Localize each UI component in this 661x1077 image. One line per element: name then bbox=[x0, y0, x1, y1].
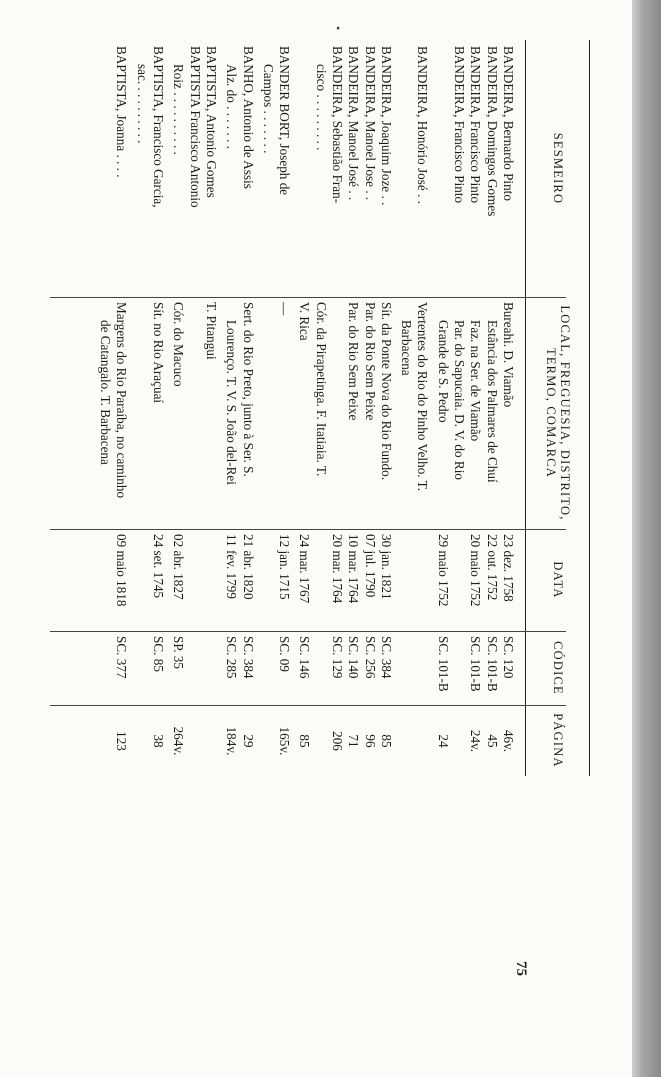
codice-line bbox=[186, 636, 202, 704]
pagina-line: 206 bbox=[330, 731, 346, 751]
local-line bbox=[329, 302, 345, 528]
local-line: — bbox=[277, 302, 293, 316]
codice-line: SC. 377 bbox=[114, 636, 130, 679]
data-line: 20 maio 1752 bbox=[468, 534, 484, 607]
local-line: T. Pitangui bbox=[203, 302, 219, 360]
cell-codice bbox=[170, 636, 219, 704]
header-local-line2: TERMO, COMARCA bbox=[544, 347, 558, 478]
cell-local bbox=[170, 302, 219, 528]
cell-sesmeiro bbox=[260, 46, 293, 296]
local-line: V. Rica bbox=[297, 302, 313, 341]
local-line bbox=[186, 302, 202, 528]
sesmeiro-line: Alz. do . . . . . . . bbox=[224, 64, 240, 149]
codice-line bbox=[312, 636, 328, 704]
cell-local bbox=[398, 302, 431, 528]
cell-sesmeiro bbox=[312, 46, 393, 296]
pagina-line: 85 bbox=[297, 734, 313, 748]
sesmeiro-line: BANDEIRA, Francisco Pinto bbox=[452, 46, 468, 204]
cell-data bbox=[113, 534, 129, 630]
codice-line: SC. 101-B bbox=[468, 636, 484, 692]
pagina-line: 165v. bbox=[277, 726, 293, 756]
codice-line: SC. 285 bbox=[224, 636, 240, 679]
data-line bbox=[203, 534, 219, 630]
pagina-line: 71 bbox=[346, 734, 362, 748]
table-row bbox=[166, 40, 219, 776]
cell-pagina bbox=[296, 710, 394, 772]
cell-data bbox=[296, 534, 394, 630]
sesmeiro-line: BANDER BORT, Joseph de bbox=[277, 46, 293, 196]
local-line: de Catangalo. T. Barbacena bbox=[98, 320, 114, 465]
sesmeiro-line: BAPTISTA, Antonio Gomes bbox=[203, 46, 219, 198]
cell-sesmeiro bbox=[451, 46, 516, 296]
data-line: 29 maio 1752 bbox=[435, 534, 451, 607]
data-line: 02 abr. 1827 bbox=[171, 534, 187, 600]
local-line: Sít. da Ponte Nova do Rio Fundo. bbox=[378, 302, 394, 481]
table-row bbox=[394, 40, 431, 776]
data-line: 30 jan. 1821 bbox=[378, 534, 394, 600]
codice-line: SC. 101-B bbox=[484, 636, 500, 692]
sesmeiro-line: Roiz . . . . . . . . . . bbox=[171, 64, 187, 155]
sesmeiro-line: BANDEIRA, Bernardo Pinto bbox=[501, 46, 516, 201]
pagina-line: 24 bbox=[435, 734, 451, 748]
codice-line: SP. 35 bbox=[171, 636, 187, 669]
pagina-line: 29 bbox=[240, 734, 256, 748]
data-line: 21 abr. 1820 bbox=[240, 534, 256, 600]
sesmeiro-line: BAPTISTA, Joanna . . . . bbox=[114, 46, 130, 178]
header-local-line1: LOCAL, FREGUESIA, DISTRITO, bbox=[558, 305, 572, 521]
page-number: 75 bbox=[513, 961, 529, 976]
cell-pagina bbox=[150, 710, 166, 772]
pagina-line bbox=[203, 710, 219, 772]
table-row bbox=[292, 26, 394, 776]
sesmarias-table bbox=[50, 26, 590, 776]
data-line: 11 fev. 1799 bbox=[224, 534, 240, 599]
pagina-line: 123 bbox=[114, 731, 130, 751]
cell-pagina bbox=[170, 710, 219, 772]
cell-codice bbox=[296, 636, 394, 704]
table-body bbox=[93, 26, 516, 776]
pagina-line: 85 bbox=[378, 734, 394, 748]
cell-data bbox=[435, 534, 516, 630]
codice-line: SC. 85 bbox=[151, 636, 167, 672]
local-line: Grande de S. Pedro bbox=[435, 320, 451, 423]
header-data: DATA bbox=[551, 561, 565, 599]
codice-line bbox=[203, 636, 219, 704]
cell-data bbox=[223, 534, 256, 630]
table-row bbox=[431, 40, 517, 776]
sesmeiro-line: BANDEIRA, Sebastião Fran- bbox=[330, 46, 346, 204]
cell-sesmeiro bbox=[223, 46, 256, 296]
cell-local bbox=[276, 302, 292, 528]
codice-line bbox=[451, 636, 467, 704]
local-line: Vertentes do Rio do Pinho Velho. T. bbox=[415, 302, 431, 492]
pagina-line: 46v. bbox=[501, 729, 516, 753]
cell-pagina bbox=[113, 710, 129, 772]
data-line: 23 dez. 1758 bbox=[501, 534, 516, 602]
sesmeiro-line: cisco . . . . . . . . . bbox=[313, 64, 329, 151]
sesmeiro-line: BANDEIRA, Joaquim Joze . . bbox=[378, 46, 394, 206]
sesmeiro-line: BAPTISTA Francisco Antonio bbox=[187, 46, 203, 208]
codice-line: SC. 140 bbox=[346, 636, 362, 679]
local-line: Par. do Sapucaia. D. V. do Rio bbox=[452, 320, 468, 480]
data-line: 10 mar. 1764 bbox=[346, 534, 362, 604]
codice-line: SC. 256 bbox=[362, 636, 378, 679]
local-line: Par. do Rio Sem Peixe bbox=[346, 302, 362, 421]
cell-sesmeiro bbox=[170, 46, 219, 296]
codice-line: SC. 384 bbox=[378, 636, 394, 679]
data-line: 07 jul. 1790 bbox=[362, 534, 378, 598]
data-line: 20 mar. 1764 bbox=[330, 534, 346, 604]
pagina-line: 45 bbox=[484, 734, 500, 748]
cell-local bbox=[296, 302, 394, 528]
header-sesmeiro: SESMEIRO bbox=[551, 132, 565, 205]
pagina-line bbox=[451, 710, 467, 772]
cell-local bbox=[223, 302, 256, 528]
cell-codice bbox=[435, 636, 516, 704]
codice-line: SC. 129 bbox=[330, 636, 346, 679]
cell-codice bbox=[223, 636, 256, 704]
sesmeiro-line: BAPTISTA, Francisco Garcia, bbox=[151, 46, 167, 208]
table-row bbox=[256, 40, 293, 776]
local-line: Par. do Rio Sem Peixe bbox=[362, 302, 378, 421]
data-line bbox=[312, 534, 328, 630]
sesmeiro-line: Campos . . . . . . . bbox=[260, 64, 276, 154]
codice-line: SC. 146 bbox=[297, 636, 313, 679]
codice-line: SC. 120 bbox=[501, 636, 516, 679]
pagina-line bbox=[186, 710, 202, 772]
header-local bbox=[526, 297, 590, 529]
pagina-line: 38 bbox=[151, 734, 167, 748]
cell-pagina bbox=[223, 710, 256, 772]
cell-data bbox=[170, 534, 219, 630]
table-row bbox=[129, 40, 166, 776]
table-row bbox=[219, 40, 256, 776]
local-line: Sert. do Rio Preto, junto à Ser. S. bbox=[240, 302, 256, 477]
codice-line: SC. 09 bbox=[277, 636, 293, 672]
codice-line: SC. 384 bbox=[240, 636, 256, 679]
data-line bbox=[186, 534, 202, 630]
local-line: Faz. na Ser. de Viamão bbox=[468, 320, 484, 442]
cell-local bbox=[435, 302, 516, 528]
local-line: Sít. no Rio Araçuaí bbox=[151, 302, 167, 404]
local-line: Cór. do Macuco bbox=[171, 302, 187, 387]
sesmeiro-line: BANDEIRA, Manoel José . . bbox=[346, 46, 362, 201]
data-line: 24 mar. 1767 bbox=[297, 534, 313, 604]
cell-sesmeiro bbox=[113, 46, 129, 296]
sesmeiro-line: BANDEIRA, Honório José . . bbox=[415, 46, 431, 204]
header-pagina: PÁGINA bbox=[551, 713, 565, 768]
sesmeiro-line: BANDEIRA, Domingos Gomes bbox=[484, 46, 500, 217]
cell-codice bbox=[276, 636, 292, 704]
cell-pagina bbox=[435, 710, 516, 772]
bullet-mark: • bbox=[331, 26, 346, 31]
data-line: 12 jan. 1715 bbox=[277, 534, 293, 600]
local-line: Lourenço. T. V. S. João del-Rei bbox=[224, 320, 240, 485]
codice-line: SC. 101-B bbox=[435, 636, 451, 692]
cell-pagina bbox=[276, 710, 292, 772]
pagina-line: 184v. bbox=[224, 726, 240, 756]
data-line bbox=[451, 534, 467, 630]
data-line: 09 maio 1818 bbox=[114, 534, 130, 607]
pagina-line: 96 bbox=[362, 734, 378, 748]
data-line: 22 out. 1752 bbox=[484, 534, 500, 601]
local-line: Cór. da Pirapetinga. F. Itatiaia. T. bbox=[313, 302, 329, 477]
sesmeiro-line: BANDEIRA, Manoel Jose . . bbox=[362, 46, 378, 201]
pagina-line bbox=[312, 710, 328, 772]
cell-data bbox=[276, 534, 292, 630]
cell-codice bbox=[113, 636, 129, 704]
cell-sesmeiro bbox=[414, 46, 430, 296]
local-line: Bureahi. D. Viamão bbox=[501, 302, 516, 408]
local-line: Margens do Rio Paraíba, no caminho bbox=[114, 302, 130, 499]
sesmeiro-line: sac. . . . . . . . . . bbox=[134, 64, 150, 144]
header-codice: CÓDICE bbox=[551, 641, 565, 695]
data-line: 24 set. 1745 bbox=[151, 534, 167, 599]
cell-local bbox=[97, 302, 130, 528]
book-spine-shadow bbox=[632, 0, 661, 1077]
local-line: Estância dos Palmares de Chuí bbox=[484, 320, 500, 483]
sesmeiro-line: BANHO, Antonio de Assis bbox=[240, 46, 256, 189]
pagina-line: 264v. bbox=[171, 726, 187, 756]
sesmeiro-line: BANDEIRA, Francisco Pinto bbox=[468, 46, 484, 204]
pagina-line: 24v. bbox=[468, 729, 484, 753]
cell-sesmeiro bbox=[133, 46, 166, 296]
table-row bbox=[93, 40, 130, 776]
cell-local bbox=[150, 302, 166, 528]
local-line: Barbacena bbox=[399, 320, 415, 376]
cell-codice bbox=[150, 636, 166, 704]
cell-data bbox=[150, 534, 166, 630]
